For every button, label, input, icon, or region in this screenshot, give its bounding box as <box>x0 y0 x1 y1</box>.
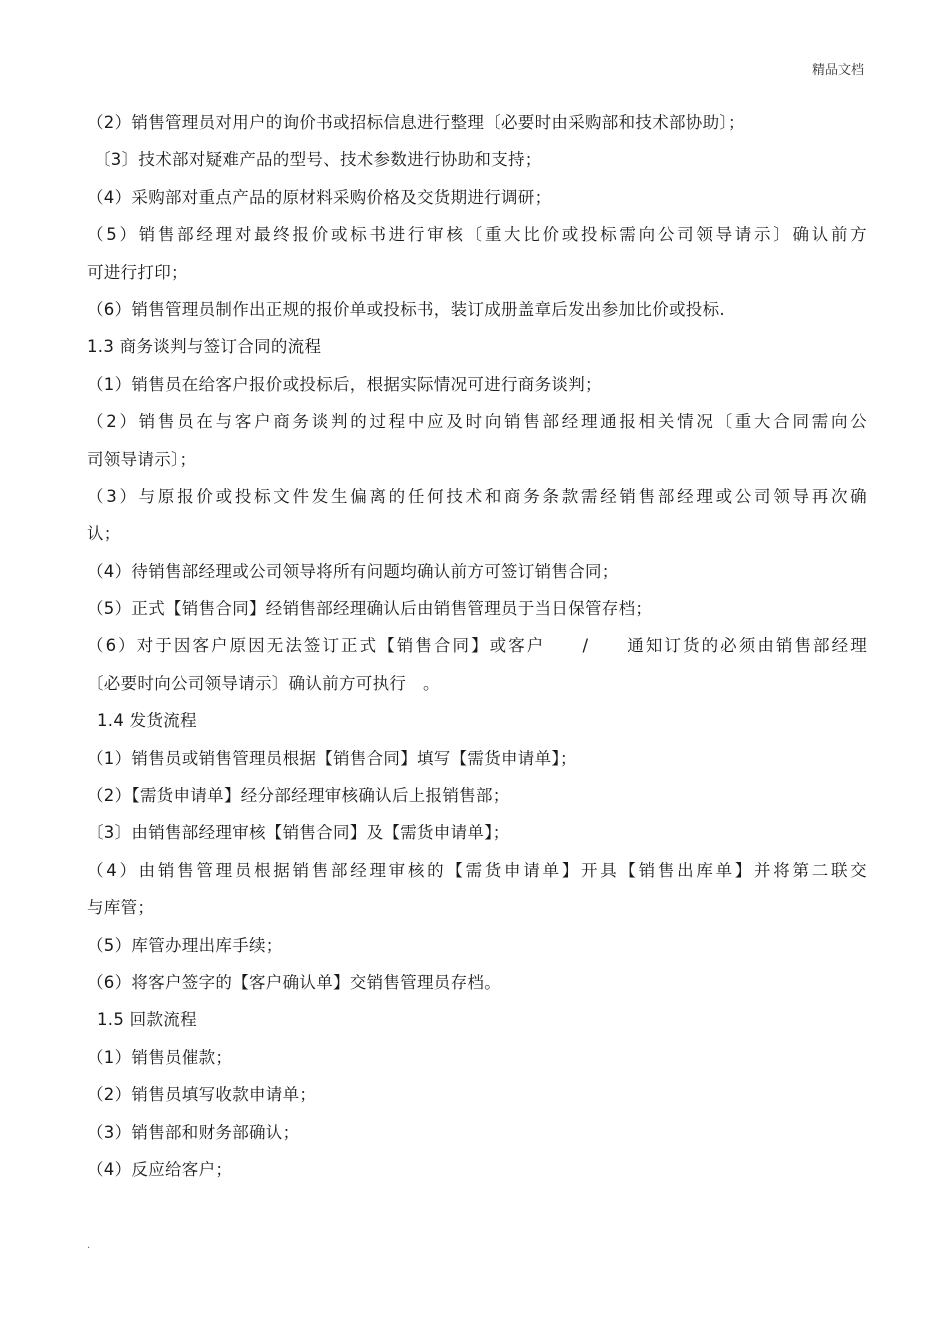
paragraph-line: （3）与原报价或投标文件发生偏离的任何技术和商务条款需经销售部经理或公司领导再次确 <box>87 486 867 506</box>
paragraph-line: 与库管； <box>87 898 155 918</box>
page-header-label: 精品文档 <box>811 63 864 78</box>
footer-mark: . <box>87 1240 91 1251</box>
section-heading: 1.3 商务谈判与签订合同的流程 <box>87 337 322 357</box>
paragraph-line: （5）销售部经理对最终报价或标书进行审核〔重大比价或投标需向公司领导请示〕确认前方 <box>87 225 867 245</box>
paragraph-line: （5）库管办理出库手续； <box>87 935 283 955</box>
paragraph-line: （4）由销售管理员根据销售部经理审核的【需货申请单】开具【销售出库单】并将第二联交 <box>87 860 867 880</box>
paragraph-line: （1）销售员在给客户报价或投标后，根据实际情况可进行商务谈判； <box>87 374 602 394</box>
paragraph-line: （2）销售员填写收款申请单； <box>87 1085 317 1105</box>
section-heading: 1.4 发货流程 <box>97 711 197 731</box>
section-heading: 1.5 回款流程 <box>97 1010 197 1030</box>
paragraph-line: 可进行打印； <box>87 262 188 282</box>
paragraph-line: （2）销售员在与客户商务谈判的过程中应及时向销售部经理通报相关情况〔重大合同需向公 <box>87 412 867 432</box>
paragraph-line: （4）待销售部经理或公司领导将所有问题均确认前方可签订销售合同； <box>87 561 619 581</box>
paragraph-line: 〔必要时向公司领导请示〕确认前方可执行 。 <box>87 673 440 693</box>
paragraph-line: 〔3〕由销售部经理审核【销售合同】及【需货申请单】； <box>87 823 510 843</box>
paragraph-line: （6）将客户签字的【客户确认单】交销售管理员存档。 <box>87 972 501 992</box>
paragraph-line: 司领导请示〕； <box>87 449 197 469</box>
paragraph-line: （1）销售员催款； <box>87 1047 233 1067</box>
paragraph-line: （3）销售部和财务部确认； <box>87 1122 300 1142</box>
paragraph-line: 〔3〕技术部对疑难产品的型号、技术参数进行协助和支持； <box>94 150 542 170</box>
paragraph-line: （2）销售管理员对用户的询价书或招标信息进行整理〔必要时由采购部和技术部协助〕； <box>87 113 745 132</box>
paragraph-line: （6）销售管理员制作出正规的报价单或投标书，装订成册盖章后发出参加比价或投标. <box>87 299 725 319</box>
paragraph-line: （2）【需货申请单】经分部经理审核确认后上报销售部； <box>87 786 510 806</box>
paragraph-line: （6）对于因客户原因无法签订正式【销售合同】或客户 / 通知订货的必须由销售部经理 <box>87 636 867 656</box>
paragraph-line: （4）反应给客户； <box>87 1159 233 1179</box>
document-body <box>87 104 867 1188</box>
paragraph-line: （4）采购部对重点产品的原材料采购价格及交货期进行调研； <box>87 187 552 207</box>
paragraph-line: （1）销售员或销售管理员根据【销售合同】填写【需货申请单】； <box>87 748 577 768</box>
paragraph-line: 认； <box>87 524 121 544</box>
paragraph-line: （5）正式【销售合同】经销售部经理确认后由销售管理员于当日保管存档； <box>87 599 653 619</box>
